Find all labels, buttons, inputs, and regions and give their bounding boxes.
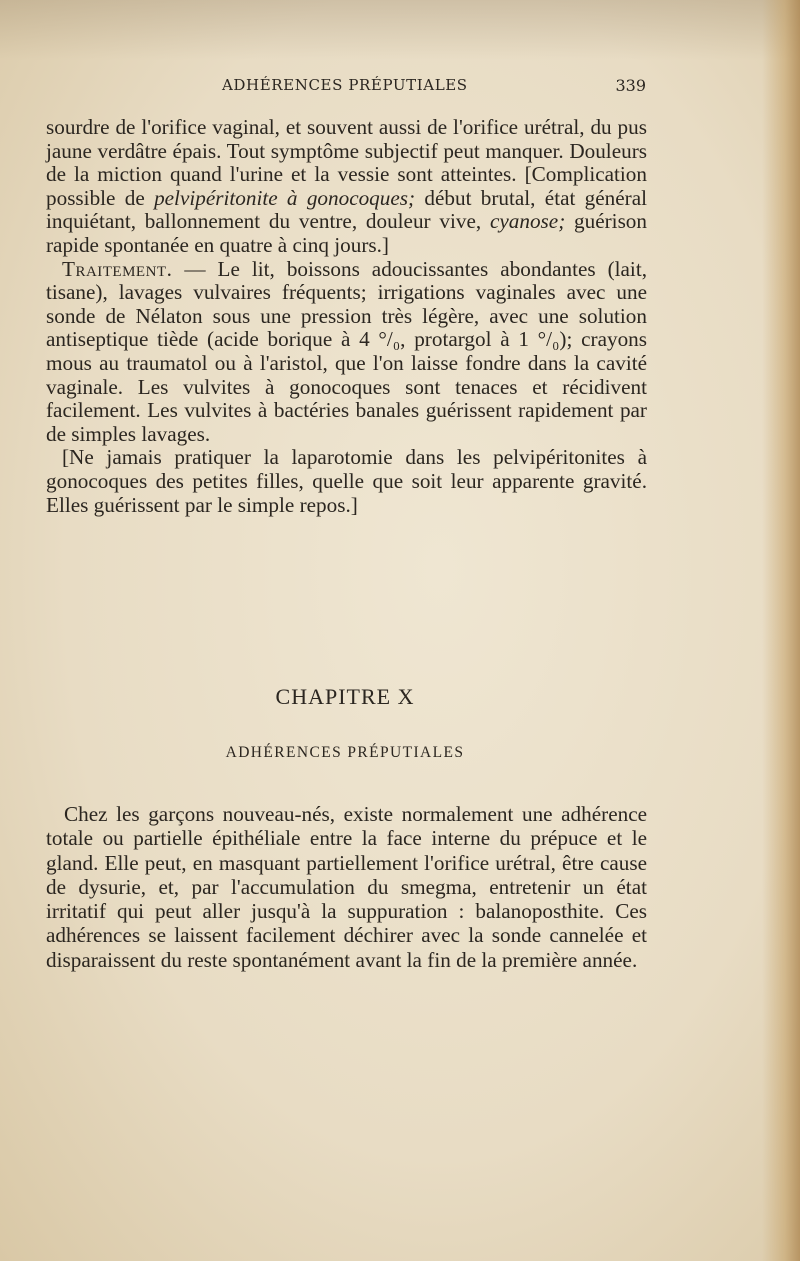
paragraph-3: [Ne jamais pratiquer la laparotomie dans les pelvipéritonites à gonocoques des petites filles, quelle que soit leur apparente gravité. Elles guérissent par le simple repos.] <box>46 445 647 517</box>
paragraph-1-text-c: guérison rapide spontanée en quatre à cinq jours.] <box>46 209 647 257</box>
chapter-subtitle: ADHÉRENCES PRÉPUTIALES <box>225 744 465 761</box>
paragraph-1-italic: pelvipéritonite à gonocoques; <box>154 185 416 210</box>
page-number: 339 <box>615 76 646 95</box>
page-shadow-top <box>0 0 800 60</box>
chapter-title: CHAPITRE X <box>275 684 415 709</box>
paragraph-1-text-b: début brutal, état général inquiétant, ballonnement du ventre, douleur vive, <box>46 185 648 234</box>
chapter-paragraph-1: Chez les garçons nouveau-nés, existe normalement une adhérence totale ou partielle épithéliale entre la face interne du prépuce et le gland. Elle peut, en masquant partiellement l'orifice urétral, être cause de dysurie, et, par l'accumulation du smegma, entretenir un état irritatif qui peut aller jusqu'à la suppuration : balanoposthite. Ces adhérences se laissent facilement déchirer avec la sonde cannelée et disparaissent du reste spontanément avant la fin de la première année. <box>46 802 647 972</box>
paragraph-1-text: sourdre de l'orifice vaginal, et souvent aussi de l'orifice urétral, du pus jaune verdâtre épais. Tout symptôme subjectif peut manquer. Douleurs de la miction quand l'urine et la vessie sont atteintes. [Complication possible de <box>46 115 647 210</box>
running-title: ADHÉRENCES PRÉPUTIALES <box>222 76 468 94</box>
body-text <box>46 116 647 517</box>
chapter-body-text <box>46 802 647 972</box>
paragraph-2 <box>46 258 647 447</box>
page-edge-right <box>762 0 800 1261</box>
running-header <box>46 76 646 98</box>
traitement-lead: Traitement. <box>62 256 173 281</box>
paragraph-2-text: — Le lit, boissons adoucissantes abondantes (lait, tisane), lavages vulvaires fréquents; irrigations vaginales avec une sonde de Nélaton sous une pression très légère, avec une solution antiseptique tiède (acide borique à 4 °/₀, protargol à 1 °/₀); crayons mous au traumatol ou à l'aristol, que l'on laisse fondre dans la cavité vaginale. Les vulvites à gonocoques sont tenaces et récidivent facilement. Les vulvites à bactéries banales guérissent rapidement par de simples lavages. <box>46 256 647 446</box>
paragraph-1 <box>46 116 647 258</box>
paragraph-1-italic-2: cyanose; <box>489 209 566 234</box>
